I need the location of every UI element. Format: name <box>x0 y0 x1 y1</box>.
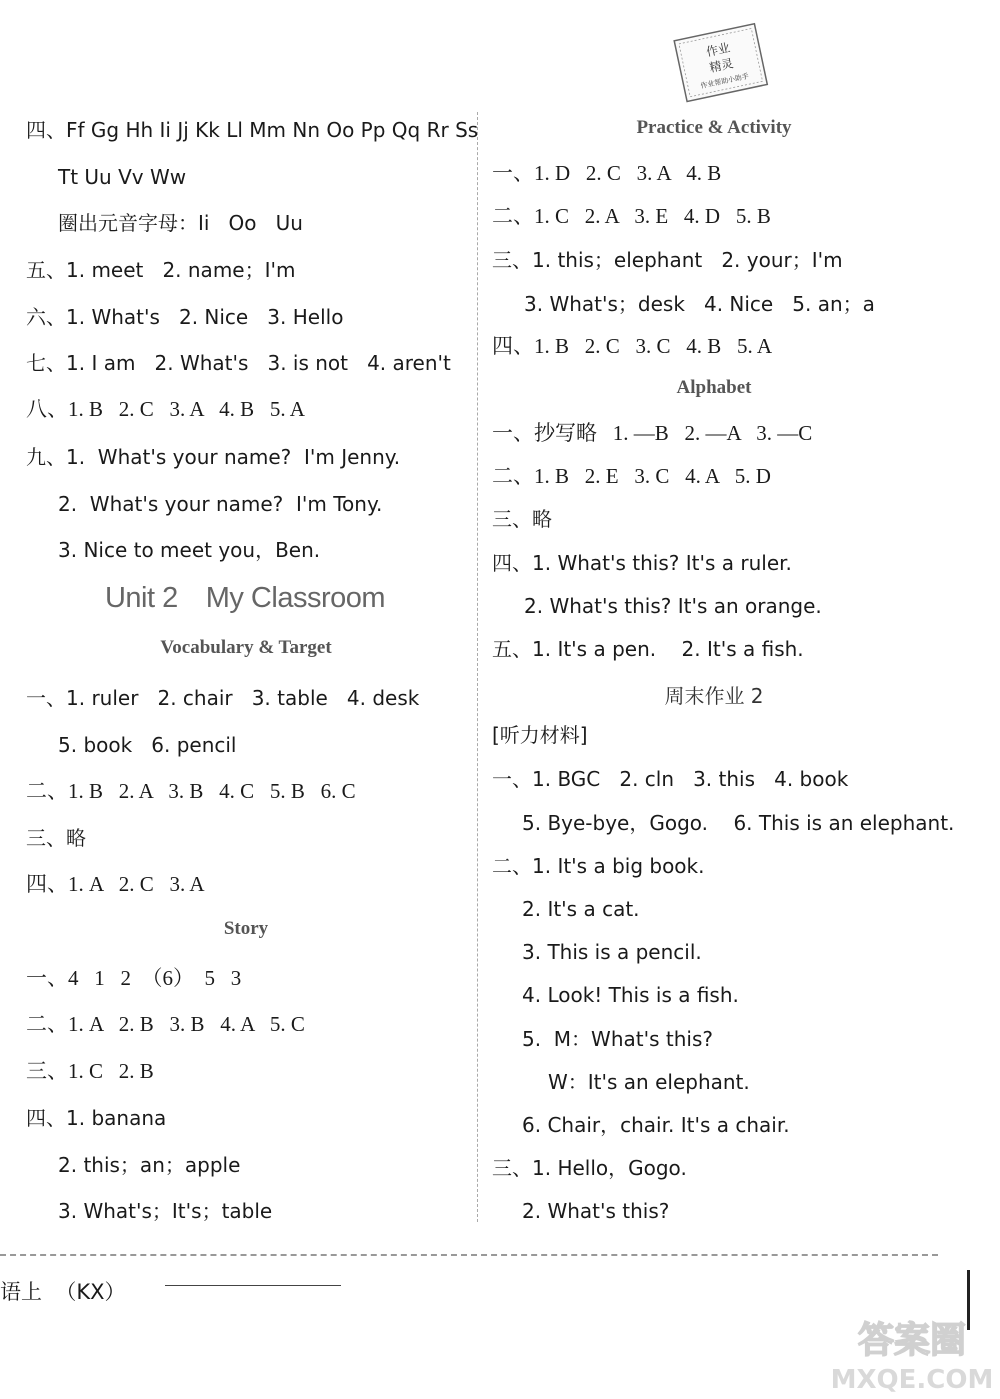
answer-line: 3. What's；desk 4. Nice 5. an；a <box>524 292 875 316</box>
answer-line: 一、1. D 2. C 3. A 4. B <box>492 161 722 185</box>
answer-line: 八、1. B 2. C 3. A 4. B 5. A <box>26 397 305 421</box>
watermark-top: 答案圈 <box>857 1320 967 1361</box>
answer-line: 5. Bye-bye，Gogo. 6. This is an elephant. <box>522 811 955 835</box>
answer-line: 二、1. It's a big book. <box>492 854 705 878</box>
answer-line: 3. Nice to meet you，Ben. <box>58 538 321 562</box>
answer-line: 五、1. It's a pen. 2. It's a fish. <box>492 637 804 661</box>
answer-line: 一、抄写略 1. —B 2. —A 3. —C <box>492 421 813 445</box>
answer-line: 一、1. ruler 2. chair 3. table 4. desk <box>26 686 420 710</box>
answer-line: 四、1. B 2. C 3. C 4. B 5. A <box>492 334 773 358</box>
section-heading-vocabulary: Vocabulary & Target <box>160 637 332 658</box>
answer-line: 七、1. I am 2. What's 3. is not 4. aren't <box>26 351 451 375</box>
watermark-bottom: MXQE.COM <box>830 1365 994 1395</box>
section-heading-practice: Practice & Activity <box>636 117 792 138</box>
answer-line: 4. Look! This is a fish. <box>522 983 739 1007</box>
answer-line: 一、4 1 2 （6） 5 3 <box>26 966 242 990</box>
answer-line: 圈出元音字母：Ii Oo Uu <box>58 211 303 235</box>
answer-line: 三、1. this；elephant 2. your；I'm <box>492 248 843 272</box>
watermark-logo <box>825 1310 1000 1399</box>
answer-line: 二、1. B 2. E 3. C 4. A 5. D <box>492 464 771 488</box>
answer-line: 2. What's this? <box>522 1199 670 1223</box>
unit-name: My Classroom <box>205 582 386 614</box>
answer-line: 二、1. B 2. A 3. B 4. C 5. B 6. C <box>26 779 356 803</box>
answer-line: 2. this；an；apple <box>58 1153 241 1177</box>
section-heading-alphabet: Alphabet <box>676 377 752 398</box>
answer-line: Tt Uu Vv Ww <box>58 165 187 189</box>
answer-line: 四、Ff Gg Hh Ii Jj Kk Ll Mm Nn Oo Pp Qq Rr Ss <box>26 118 479 142</box>
answer-line: W：It's an elephant. <box>548 1070 750 1094</box>
answer-line: 三、1. C 2. B <box>26 1059 154 1083</box>
answer-line: 2. What's your name? I'm Tony. <box>58 492 383 516</box>
footer-rule-line <box>165 1285 341 1286</box>
answer-line: 3. What's；It's；table <box>58 1199 273 1223</box>
stamp-logo <box>664 18 774 110</box>
answer-line: 6. Chair，chair. It's a chair. <box>522 1113 790 1137</box>
answer-line: 三、略 <box>492 507 552 531</box>
stamp-line-3: 作业帮助小助手 <box>699 72 750 91</box>
answer-line: 2. What's this? It's an orange. <box>524 594 822 618</box>
answer-line: 一、1. BGC 2. cln 3. this 4. book <box>492 767 849 791</box>
answer-line: 2. It's a cat. <box>522 897 640 921</box>
answer-line: 二、1. C 2. A 3. E 4. D 5. B <box>492 204 771 228</box>
listening-material-label: [听力材料] <box>492 723 588 747</box>
unit-title <box>0 582 490 615</box>
answer-line: 3. This is a pencil. <box>522 940 702 964</box>
footer-divider <box>0 1254 938 1256</box>
answer-line: 六、1. What's 2. Nice 3. Hello <box>26 305 344 329</box>
stamp-line-2: 精灵 <box>708 56 735 75</box>
answer-line: 九、1. What's your name? I'm Jenny. <box>26 445 401 469</box>
section-heading-weekend: 周末作业 2 <box>664 684 764 708</box>
section-heading-story: Story <box>223 918 269 939</box>
answer-line: 四、1. What's this? It's a ruler. <box>492 551 792 575</box>
stamp-line-1: 作业 <box>704 40 732 60</box>
answer-line: 三、1. Hello，Gogo. <box>492 1156 687 1180</box>
footer-label: 语上 （KX） <box>0 1280 126 1304</box>
unit-number: Unit 2 <box>104 582 178 614</box>
answer-line: 二、1. A 2. B 3. B 4. A 5. C <box>26 1012 305 1036</box>
answer-line: 四、1. A 2. C 3. A <box>26 872 205 896</box>
answer-line: 四、1. banana <box>26 1106 167 1130</box>
answer-line: 五、1. meet 2. name；I'm <box>26 258 296 282</box>
answer-line: 三、略 <box>26 826 86 850</box>
answer-line: 5. M：What's this? <box>522 1027 713 1051</box>
answer-line: 5. book 6. pencil <box>58 733 237 757</box>
column-divider <box>477 112 478 1222</box>
